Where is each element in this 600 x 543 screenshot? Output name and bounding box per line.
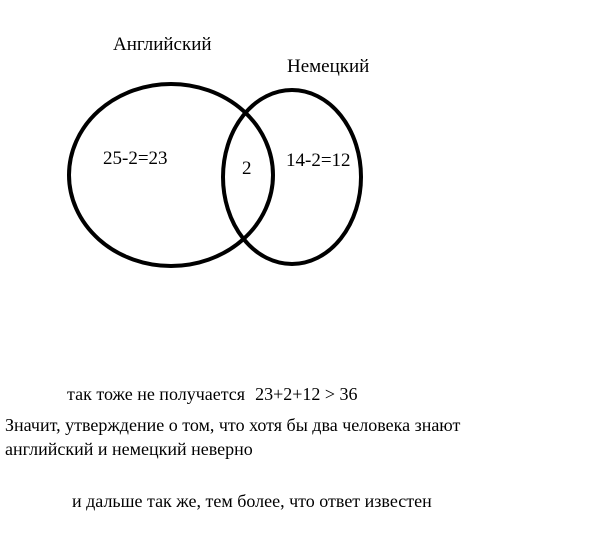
conclusion-line-1: [67, 385, 358, 403]
region-only-a-label: 25-2=23: [103, 148, 168, 169]
region-intersection-label: 2: [242, 158, 252, 179]
set-b-label: Немецкий: [287, 56, 370, 77]
conclusion-line-1-sum: 23+2+12 > 36: [255, 384, 358, 404]
conclusion-line-4: и дальше так же, тем более, что ответ известен: [72, 491, 432, 511]
conclusion-line-3: английский и немецкий неверно: [5, 439, 253, 459]
region-only-b-label: 14-2=12: [286, 150, 351, 171]
conclusion-line-2: Значит, утверждение о том, что хотя бы два человека знают: [5, 415, 461, 435]
conclusion-line-1-text: так тоже не получается: [67, 384, 246, 404]
set-a-label: Английский: [113, 34, 212, 55]
